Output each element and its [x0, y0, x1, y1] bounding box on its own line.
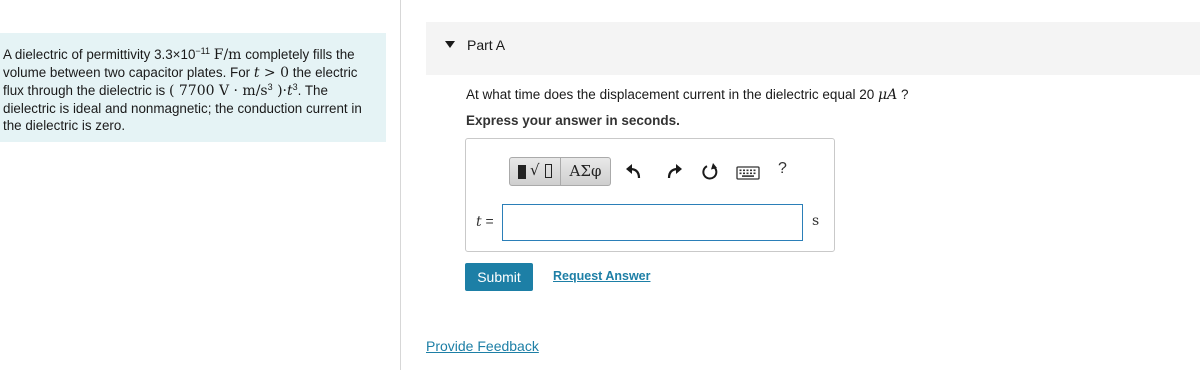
question-text: At what time does the displacement current in the dielectric equal 20 μA ?: [466, 87, 909, 103]
placeholder-box-icon: [545, 164, 552, 178]
answer-input[interactable]: [502, 204, 803, 241]
sqrt-icon: √: [530, 161, 540, 179]
problem-statement: [0, 33, 386, 142]
answer-unit: s: [812, 213, 820, 229]
part-title: Part A: [467, 37, 506, 53]
reset-icon[interactable]: [700, 162, 720, 182]
redo-icon[interactable]: [664, 162, 684, 182]
provide-feedback-link[interactable]: Provide Feedback: [426, 338, 539, 354]
column-divider: [400, 0, 401, 370]
undo-icon[interactable]: [624, 162, 644, 182]
templates-icon: [518, 165, 526, 179]
part-header[interactable]: [426, 22, 1200, 75]
answer-variable-label: t =: [476, 213, 494, 230]
help-button[interactable]: ?: [778, 160, 787, 177]
submit-button[interactable]: Submit: [465, 263, 533, 291]
request-answer-link[interactable]: Request Answer: [553, 269, 651, 283]
answer-instruction: Express your answer in seconds.: [466, 113, 680, 128]
greek-symbols-button[interactable]: ΑΣφ: [561, 157, 611, 186]
keyboard-icon[interactable]: [736, 162, 760, 182]
collapse-caret-icon[interactable]: [445, 41, 455, 48]
problem-text: A dielectric of permittivity $3.3\times 10^{-11}$ F/m completely fills the volume between two capacitor plates. For t > 0 the electric flux through the dielectric is ( 7700 $V \cdot m/s^3$ )$\cdot t^3$. The dielectric is ideal and nonmagnetic; the conduction current in the dielectric is zero.: [3, 46, 362, 133]
